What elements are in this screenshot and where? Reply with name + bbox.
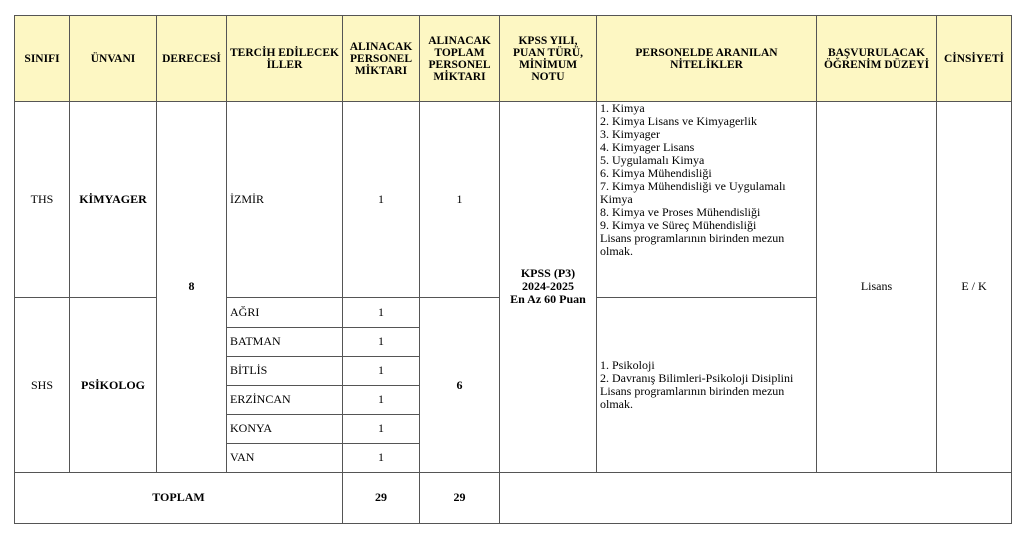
kpss-cell (500, 102, 597, 473)
table-row-toplam (15, 472, 1012, 523)
kpss-line2: 2024-2025 (522, 279, 574, 294)
psikolog-il: VAN (227, 443, 343, 472)
recruitment-table (14, 15, 1012, 524)
psikolog-toplam: 6 (420, 298, 500, 472)
kimyager-nitelik-item: 7. Kimya Mühendisliği ve Uygulamalı Kimya (600, 179, 786, 206)
kimyager-nitelik-item: 5. Uygulamalı Kimya (600, 153, 705, 167)
header-sinifi: SINIFI (15, 16, 70, 102)
psikolog-miktar: 1 (343, 443, 420, 472)
toplam-label: TOPLAM (15, 472, 343, 523)
psikolog-miktar: 1 (343, 327, 420, 356)
header-cinsiyet: CİNSİYETİ (937, 16, 1012, 102)
kimyager-nitelik-item: 1. Kimya (600, 101, 645, 115)
kimyager-nitelik-item: 8. Kimya ve Proses Mühendisliği (600, 205, 761, 219)
kpss-line3: En Az 60 Puan (510, 292, 586, 307)
psikolog-nitelik-item: Lisans programlarının birinden mezun olmak. (600, 384, 785, 412)
ogrenim-duzeyi-cell: Lisans (817, 102, 937, 473)
toplam-toplam-alinacak: 29 (420, 472, 500, 523)
header-nitelikler: PERSONELDE ARANILAN NİTELİKLER (597, 16, 817, 102)
psikolog-miktar: 1 (343, 298, 420, 327)
cinsiyet-cell: E / K (937, 102, 1012, 473)
header-unvani: ÜNVANI (70, 16, 157, 102)
psikolog-il: ERZİNCAN (227, 385, 343, 414)
psikolog-miktar: 1 (343, 385, 420, 414)
kimyager-unvan: KİMYAGER (70, 102, 157, 298)
header-tercih-illeri: TERCİH EDİLECEK İLLER (227, 16, 343, 102)
kimyager-nitelikler (597, 102, 817, 298)
derece-cell: 8 (157, 102, 227, 473)
toplam-empty-cell (500, 472, 1012, 523)
psikolog-unvan: PSİKOLOG (70, 298, 157, 472)
header-alinacak-miktar: ALINACAK PERSONEL MİKTARI (343, 16, 420, 102)
kimyager-nitelik-item: 3. Kimyager (600, 127, 660, 141)
kimyager-toplam: 1 (420, 102, 500, 298)
kpss-line1: KPSS (P3) (520, 266, 576, 281)
table-row-kimyager (15, 102, 1012, 298)
psikolog-sinif: SHS (15, 298, 70, 472)
psikolog-miktar: 1 (343, 414, 420, 443)
header-kpss: KPSS YILI, PUAN TÜRÜ, MİNİMUM NOTU (500, 16, 597, 102)
psikolog-il: BATMAN (227, 327, 343, 356)
psikolog-nitelikler (597, 298, 817, 472)
header-ogrenim-duzeyi: BAŞVURULACAK ÖĞRENİM DÜZEYİ (817, 16, 937, 102)
kimyager-il: İZMİR (227, 102, 343, 298)
kimyager-nitelik-item: Lisans programlarının birinden mezun olmak. (600, 231, 785, 258)
psikolog-nitelik-item: 2. Davranış Bilimleri-Psikoloji Disiplini (600, 371, 794, 386)
header-derecesi: DERECESİ (157, 16, 227, 102)
toplam-alinacak: 29 (343, 472, 420, 523)
psikolog-il: AĞRI (227, 298, 343, 327)
kimyager-nitelik-item: 2. Kimya Lisans ve Kimyagerlik (600, 114, 757, 128)
psikolog-nitelik-item: 1. Psikoloji (600, 358, 655, 373)
header-toplam-miktar: ALINACAK TOPLAM PERSONEL MİKTARI (420, 16, 500, 102)
kimyager-sinif: THS (15, 102, 70, 298)
kimyager-miktar: 1 (343, 102, 420, 298)
psikolog-miktar: 1 (343, 356, 420, 385)
kimyager-nitelik-item: 6. Kimya Mühendisliği (600, 166, 712, 180)
kimyager-nitelik-item: 4. Kimyager Lisans (600, 140, 695, 154)
psikolog-il: KONYA (227, 414, 343, 443)
header-row (15, 16, 1012, 102)
psikolog-il: BİTLİS (227, 356, 343, 385)
kimyager-nitelik-item: 9. Kimya ve Süreç Mühendisliği (600, 218, 757, 232)
